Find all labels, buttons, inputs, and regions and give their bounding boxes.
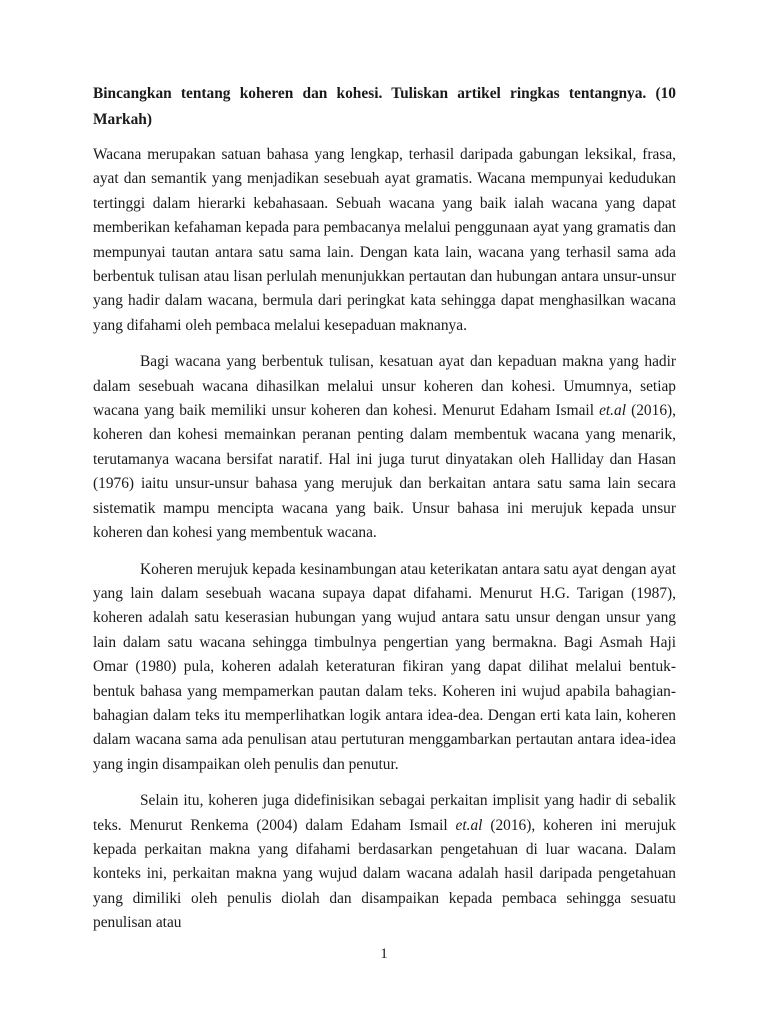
paragraph-4-citation-etal: et.al [455, 816, 483, 834]
paragraph-4 [93, 789, 676, 935]
paragraph-2-citation-etal: et.al [599, 402, 627, 420]
paragraph-4-text-b: (2016), koheren ini merujuk kepada perkaitan makna yang difahami berdasarkan pengetahuan di luar wacana. Dalam konteks ini, perkaitan makna yang wujud dalam wacana adalah hasil daripada pengetahuan yang dimiliki oleh penulis diolah dan disampaikan kepada pembaca sehingga sesuatu penulisan atau [93, 816, 676, 932]
paragraph-2-text-b: (2016), koheren dan kohesi memainkan peranan penting dalam membentuk wacana yang menarik, terutamanya wacana bersifat naratif. Hal ini juga turut dinyatakan oleh Halliday dan Hasan (1976) iaitu unsur-unsur bahasa yang merujuk dan berkaitan antara satu sama lain secara sistematik mampu mencipta wacana yang baik. Unsur bahasa ini merujuk kepada unsur koheren dan kohesi yang membentuk wacana. [93, 402, 676, 542]
page-number: 1 [380, 946, 388, 962]
paragraph-3 [93, 558, 676, 778]
paragraph-2-text-a: Bagi wacana yang berbentuk tulisan, kesatuan ayat dan kepaduan makna yang hadir dalam sesebuah wacana dihasilkan melalui unsur koheren dan kohesi. Umumnya, setiap wacana yang baik memiliki unsur koheren dan kohesi. Menurut Edaham Ismail [93, 353, 676, 420]
paragraph-1 [93, 143, 676, 338]
paragraph-4-text-a: Selain itu, koheren juga didefinisikan sebagai perkaitan implisit yang hadir di sebalik teks. Menurut Renkema (2004) dalam Edaham Ismail [93, 792, 676, 834]
paragraph-2 [93, 350, 676, 545]
question-heading: Bincangkan tentang koheren dan kohesi. Tuliskan artikel ringkas tentangnya. (10 Markah) [93, 85, 676, 128]
document-page [93, 81, 676, 948]
paragraph-3-text: Koheren merujuk kepada kesinambungan atau keterikatan antara satu ayat dengan ayat yang lain dalam sesebuah wacana supaya dapat difahami. Menurut H.G. Tarigan (1987), koheren adalah satu keserasian hubungan yang wujud antara satu unsur dengan unsur yang lain dalam satu wacana sehingga timbulnya pengertian yang bermakna. Bagi Asmah Haji Omar (1980) pula, koheren adalah keteraturan fikiran yang dapat dilihat melalui bentuk-bentuk bahasa yang mempamerkan pautan dalam teks. Koheren ini wujud apabila bahagian-bahagian dalam teks itu memperlihatkan logik antara idea-dea. Dengan erti kata lain, koheren dalam wacana sama ada penulisan atau pertuturan menggambarkan pertautan antara idea-idea yang ingin disampaikan oleh penulis dan penutur. [93, 560, 676, 773]
paragraph-1-text: Wacana merupakan satuan bahasa yang lengkap, terhasil daripada gabungan leksikal, frasa, ayat dan semantik yang menjadikan sesebuah ayat gramatis. Wacana mempunyai kedudukan tertinggi dalam hierarki kebahasaan. Sebuah wacana yang baik ialah wacana yang dapat memberikan kefahaman kepada para pembacanya melalui penggunaan ayat yang gramatis dan mempunyai tautan antara satu sama lain. Dengan kata lain, wacana yang terhasil sama ada berbentuk tulisan atau lisan perlulah menunjukkan pertautan dan hubungan antara unsur-unsur yang hadir dalam wacana, bermula dari peringkat kata sehingga dapat menghasilkan wacana yang difahami oleh pembaca melalui kesepaduan maknanya. [93, 146, 676, 334]
